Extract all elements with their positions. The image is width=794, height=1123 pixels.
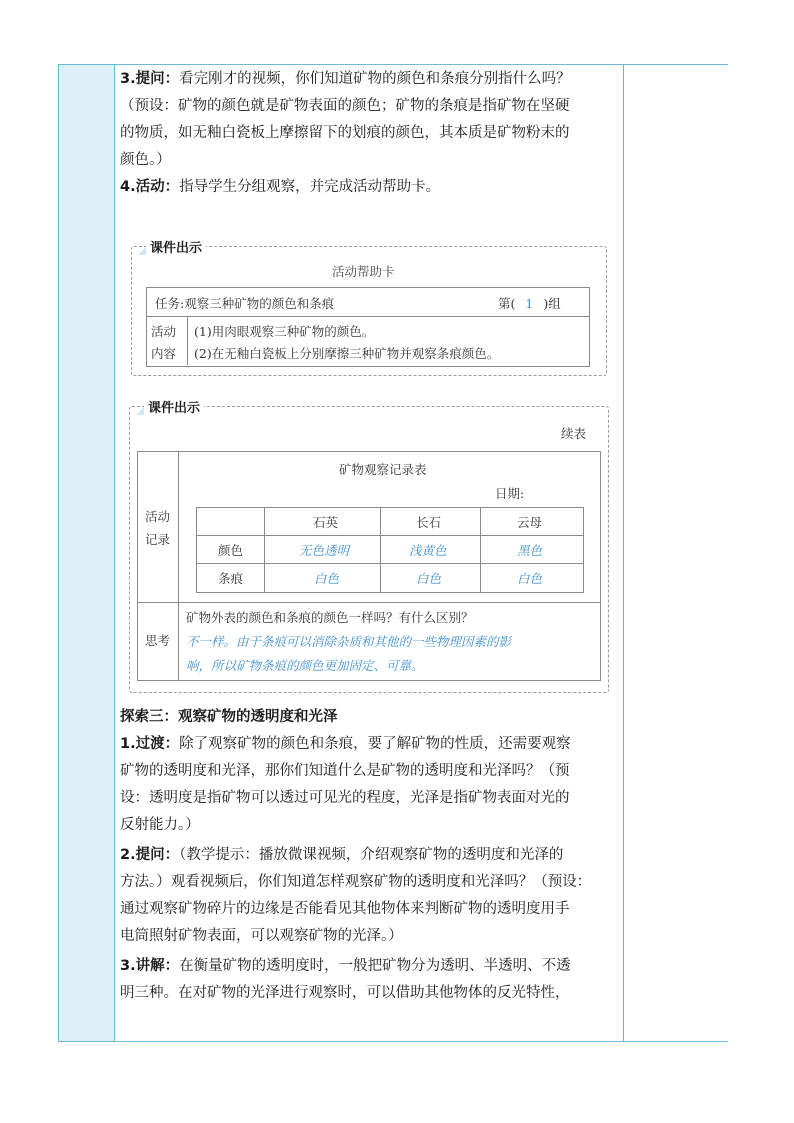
row-label-streak: 条痕 xyxy=(218,571,244,586)
table-bottom-border xyxy=(58,1041,728,1042)
color-mica: 黑色 xyxy=(517,543,543,558)
q3-line-3: 的物质，如无釉白瓷板上摩擦留下的划痕的颜色，其本质是矿物粉末的 xyxy=(120,125,570,141)
streak-feldspar: 白色 xyxy=(416,571,442,586)
p2-line-4: 电筒照射矿物表面，可以观察矿物的光泽。） xyxy=(120,928,403,944)
group-value: 1 xyxy=(525,296,534,311)
mineral-table-hrow-1 xyxy=(196,535,583,536)
record-title: 矿物观察记录表 xyxy=(339,462,427,477)
help-card-title: 活动帮助卡 xyxy=(332,264,395,279)
think-question: 矿物外表的颜色和条痕的颜色一样吗？有什么区别？ xyxy=(186,610,474,625)
section-3-heading: 探索三：观察矿物的透明度和光泽 xyxy=(120,709,338,725)
table-col-divider-1 xyxy=(114,64,115,1042)
record-row-divider xyxy=(137,602,600,603)
q3-line-1: 看完刚才的视频，你们知道矿物的颜色和条痕分别指什么吗？ xyxy=(179,71,571,87)
p3-line-2: 明三种。在对矿物的光泽进行观察时，可以借助其他物体的反光特性， xyxy=(120,985,570,1001)
group-suffix: )组 xyxy=(543,296,561,311)
content-label-1: 活动 xyxy=(151,324,177,339)
table-col-divider-2 xyxy=(623,64,624,1042)
q3-line-2: （预设：矿物的颜色就是矿物表面的颜色；矿物的条痕是指矿物在坚硬 xyxy=(120,98,570,114)
q4-line-1: 指导学生分组观察，并完成活动帮助卡。 xyxy=(179,179,441,195)
task-text: 观察三种矿物的颜色和条痕 xyxy=(184,296,335,311)
section-3-block xyxy=(120,704,618,1007)
color-feldspar: 浅黄色 xyxy=(409,543,447,558)
row-label-color: 颜色 xyxy=(218,543,244,558)
left-column-shade xyxy=(58,64,114,1042)
help-card-row-divider xyxy=(146,316,589,317)
table-left-border xyxy=(58,64,59,1042)
label-q3: 3.提问： xyxy=(120,71,180,87)
mineral-table-vcol-3 xyxy=(480,507,481,592)
task-row xyxy=(155,294,334,312)
group-field xyxy=(498,294,561,312)
record-label-2: 记录 xyxy=(145,532,171,547)
courseware-tag-1: 课件出示 xyxy=(146,237,206,256)
think-label: 思考 xyxy=(145,633,171,648)
p2-line-1: （教学提示：播放微课视频，介绍观察矿物的透明度和光泽的 xyxy=(179,847,564,863)
col-header-mica: 云母 xyxy=(517,515,543,530)
p2-line-3: 通过观察矿物碎片的边缘是否能看见其他物体来判断矿物的透明度用手 xyxy=(120,901,570,917)
label-p2: 2.提问： xyxy=(120,847,180,863)
think-answer-1: 不一样。由于条痕可以消除杂质和其他的一些物理因素的影 xyxy=(186,634,512,649)
streak-mica: 白色 xyxy=(517,571,543,586)
table-top-border xyxy=(58,64,728,65)
record-label-1: 活动 xyxy=(145,509,171,524)
label-p1: 1.过渡： xyxy=(120,736,180,752)
group-prefix: 第( xyxy=(498,296,516,311)
p3-line-1: 在衡量矿物的透明度时，一般把矿物分为透明、半透明、不透 xyxy=(179,958,571,974)
mineral-table-vcol-1 xyxy=(264,507,265,592)
streak-quartz: 白色 xyxy=(314,571,340,586)
date-label: 日期: xyxy=(495,486,525,501)
step-1: (1)用肉眼观察三种矿物的颜色。 xyxy=(194,324,375,339)
task-label: 任务: xyxy=(155,296,185,311)
continued-label: 续表 xyxy=(561,426,587,441)
help-card-col-divider xyxy=(187,316,188,365)
think-answer-2: 响，所以矿物条痕的颜色更加固定、可靠。 xyxy=(186,658,424,673)
courseware-tag-2: 课件出示 xyxy=(144,397,204,416)
label-p3: 3.讲解： xyxy=(120,958,180,974)
p1-line-4: 反射能力。） xyxy=(120,817,200,833)
col-header-quartz: 石英 xyxy=(313,515,339,530)
p1-line-2: 矿物的透明度和光泽，那你们知道什么是矿物的透明度和光泽吗？（预 xyxy=(120,763,570,779)
p1-line-1: 除了观察矿物的颜色和条痕，要了解矿物的性质，还需要观察 xyxy=(179,736,571,752)
color-quartz: 无色透明 xyxy=(299,543,350,558)
p1-line-3: 设：透明度是指矿物可以透过可见光的程度，光泽是指矿物表面对光的 xyxy=(120,790,570,806)
question-3-block xyxy=(120,66,618,201)
p2-line-2: 方法。）观看视频后，你们知道怎样观察矿物的透明度和光泽吗？（预设： xyxy=(120,874,592,890)
q3-line-4: 颜色。） xyxy=(120,152,171,168)
mineral-table-vcol-2 xyxy=(380,507,381,592)
col-header-feldspar: 长石 xyxy=(416,515,442,530)
step-2: (2)在无釉白瓷板上分别摩擦三种矿物并观察条痕颜色。 xyxy=(194,346,500,361)
label-q4: 4.活动： xyxy=(120,179,180,195)
content-label-2: 内容 xyxy=(151,346,177,361)
record-col-divider xyxy=(178,451,179,680)
mineral-table-hrow-2 xyxy=(196,563,583,564)
